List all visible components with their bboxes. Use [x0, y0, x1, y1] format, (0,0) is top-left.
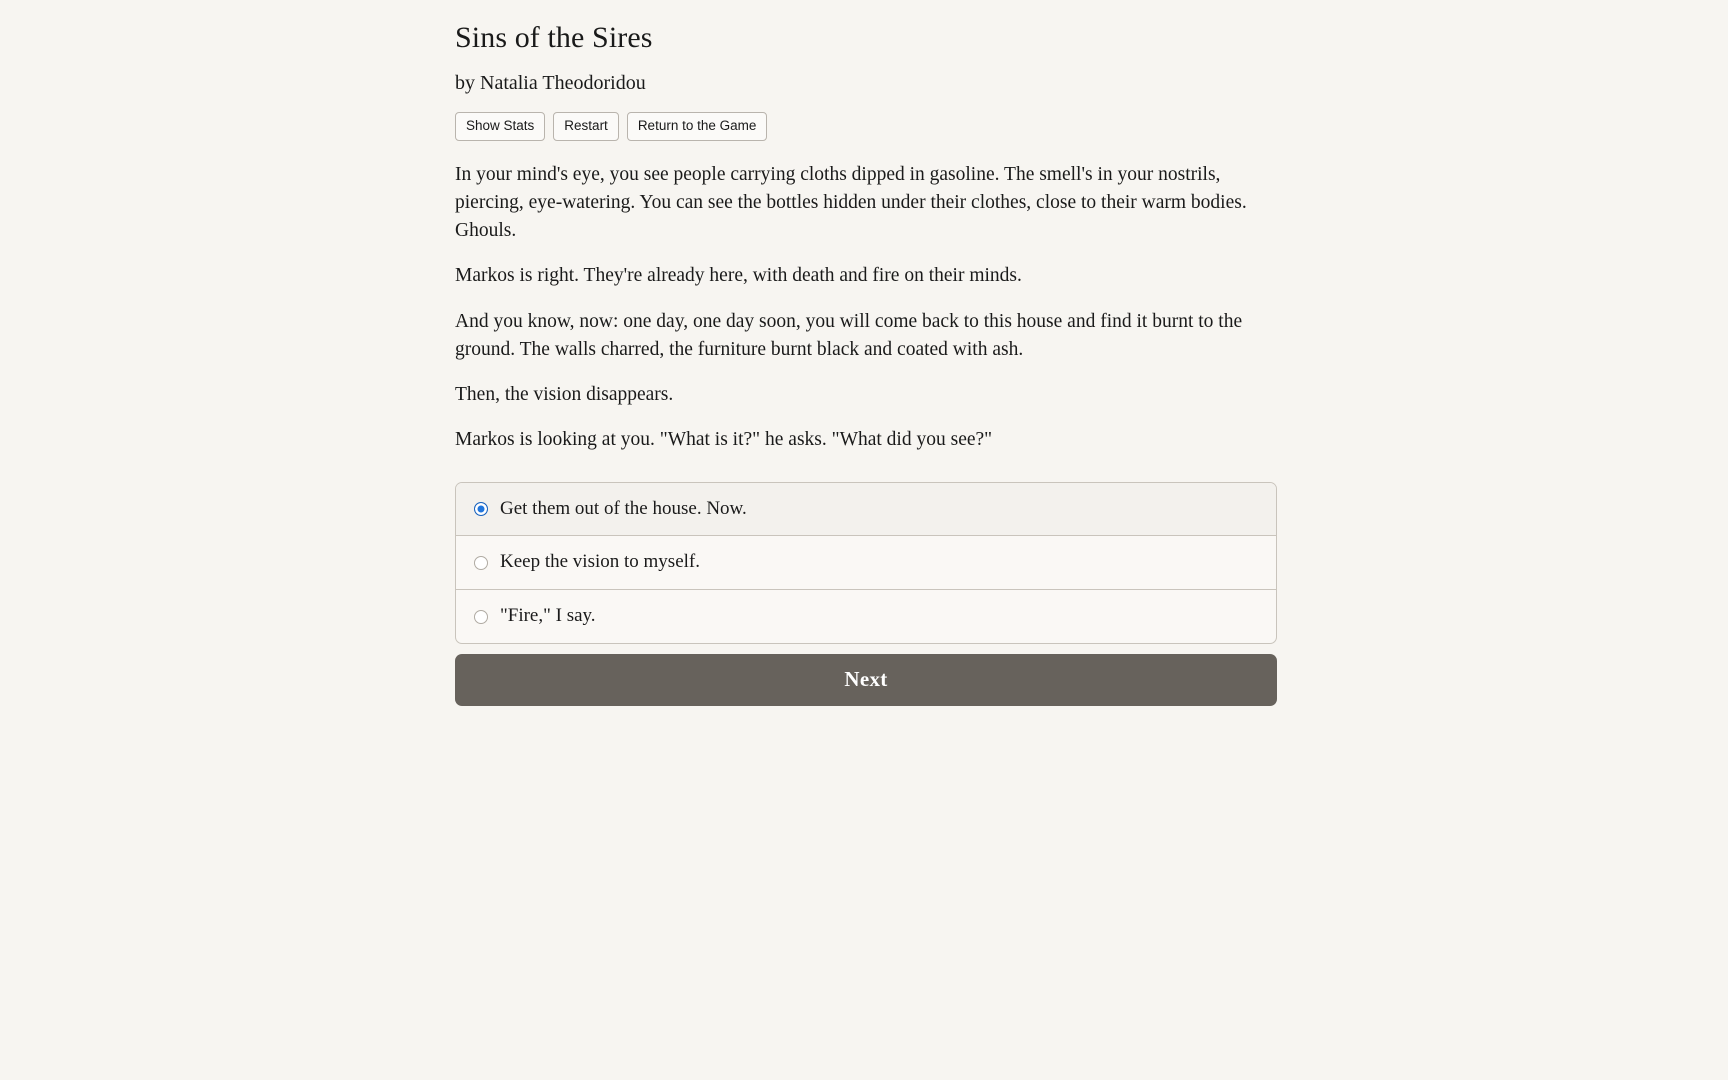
story-paragraph: And you know, now: one day, one day soon, you will come back to this house and find it burnt to the ground. The walls charred, the furniture burnt black and coated with ash. — [455, 310, 1243, 360]
show-stats-button[interactable]: Show Stats — [455, 112, 545, 141]
radio-button-icon[interactable] — [474, 610, 488, 624]
choice-label: Get them out of the house. Now. — [500, 497, 747, 519]
radio-button-icon[interactable] — [474, 556, 488, 570]
choice-option[interactable] — [456, 590, 1276, 643]
restart-button[interactable]: Restart — [553, 112, 619, 141]
choice-option[interactable] — [456, 536, 1276, 590]
story-paragraph: Markos is looking at you. "What is it?" he asks. "What did you see?" — [455, 429, 993, 451]
story-text — [455, 161, 1277, 455]
choice-label: Keep the vision to myself. — [500, 551, 700, 573]
story-paragraph: In your mind's eye, you see people carrying cloths dipped in gasoline. The smell's in your nostrils, piercing, eye-watering. You can see the bottles hidden under their clothes, close to their warm bodies. Ghouls. — [455, 163, 1247, 242]
radio-button-icon[interactable] — [474, 502, 488, 516]
next-button[interactable]: Next — [455, 654, 1277, 706]
return-to-game-button[interactable]: Return to the Game — [627, 112, 768, 141]
page-title: Sins of the Sires — [455, 21, 653, 54]
choice-list — [455, 482, 1277, 644]
choice-label: "Fire," I say. — [500, 605, 596, 627]
author-byline: by Natalia Theodoridou — [455, 72, 646, 94]
toolbar — [455, 112, 1277, 141]
choice-option[interactable] — [456, 483, 1276, 537]
story-paragraph: Markos is right. They're already here, with death and fire on their minds. — [455, 265, 1022, 287]
story-paragraph: Then, the vision disappears. — [455, 384, 674, 406]
story-column — [455, 0, 1277, 706]
